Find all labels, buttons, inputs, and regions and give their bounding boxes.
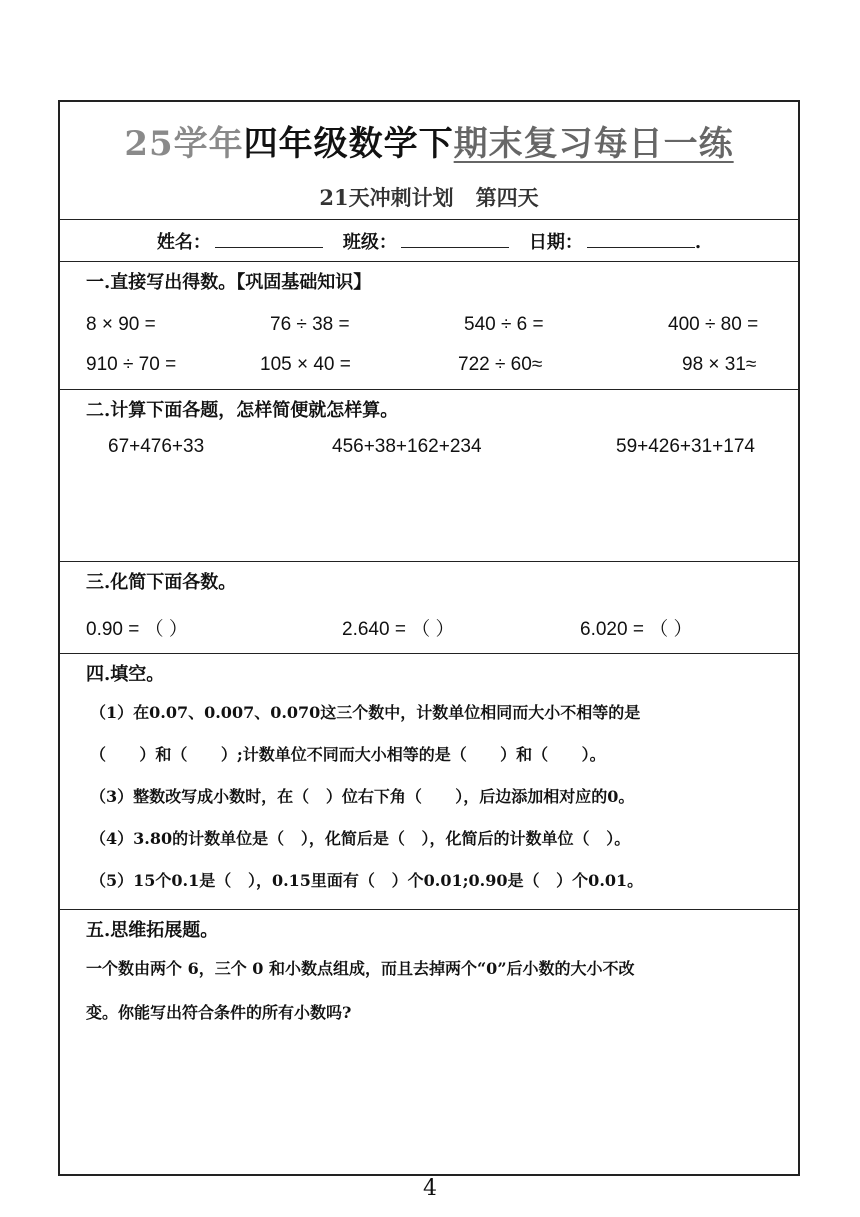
page-subtitle: 21天冲刺计划 第四天 xyxy=(319,185,539,210)
section5-title: 五.思维拓展题。 xyxy=(86,920,219,941)
calc-item: 98 × 31≈ xyxy=(682,354,757,375)
section4-title: 四.填空。 xyxy=(86,664,165,685)
fill-question-line: （3）整数改写成小数时，在（ ）位右下角（ ），后边添加相对应的0。 xyxy=(90,787,635,806)
section2-title: 二.计算下面各题，怎样简便就怎样算。 xyxy=(86,400,399,421)
calc-item: 105 × 40 = xyxy=(260,354,351,375)
thinking-question-line: 一个数由两个 6，三个 0 和小数点组成，而且去掉两个“0”后小数的大小不改 xyxy=(86,959,635,978)
worksheet xyxy=(58,100,800,1176)
section1-title: 一.直接写出得数。【巩固基础知识】 xyxy=(86,272,372,293)
student-info-row xyxy=(60,220,798,262)
page-number: 4 xyxy=(423,1176,437,1201)
date-blank[interactable] xyxy=(587,229,695,248)
class-field[interactable] xyxy=(343,228,509,254)
fill-question-line: （5）15个0.1是（ ），0.15里面有（ ）个0.01;0.90是（ ）个0.01。 xyxy=(90,871,644,890)
section3-title: 三.化简下面各数。 xyxy=(86,572,237,593)
header xyxy=(60,102,798,220)
title-review: 期末复习每日一练 xyxy=(453,124,734,164)
calc-item: 76 ÷ 38 = xyxy=(270,314,350,335)
calc-item: 722 ÷ 60≈ xyxy=(458,354,543,375)
calc-problem: 67+476+33 xyxy=(108,436,205,457)
simplify-item: 2.640 = （ ） xyxy=(342,619,455,640)
name-blank[interactable] xyxy=(215,229,323,248)
date-end-mark: . xyxy=(694,231,702,253)
calc-item: 8 × 90 = xyxy=(86,314,156,335)
title-grade: 四年级数学下 xyxy=(243,124,454,164)
thinking-question-line: 变。你能写出符合条件的所有小数吗? xyxy=(86,1003,352,1022)
simplify-item: 0.90 = （ ） xyxy=(86,619,188,640)
calc-item: 400 ÷ 80 = xyxy=(668,314,759,335)
date-field[interactable] xyxy=(529,228,701,254)
section-fill-blanks xyxy=(60,654,798,910)
fill-question-line: （1）在0.07、0.007、0.070这三个数中，计数单位相同而大小不相等的是 xyxy=(90,703,641,722)
page-title xyxy=(60,116,798,165)
section-direct-answer xyxy=(60,262,798,390)
name-label: 姓名： xyxy=(156,231,211,253)
calc-problem: 59+426+31+174 xyxy=(616,436,755,457)
date-label: 日期： xyxy=(528,231,583,253)
calc-item: 910 ÷ 70 = xyxy=(86,354,177,375)
class-label: 班级： xyxy=(342,231,397,253)
fill-question-line: （4）3.80的计数单位是（ ），化简后是（ ），化简后的计数单位（ ）。 xyxy=(90,829,631,848)
section-simplified-calc xyxy=(60,390,798,562)
class-blank[interactable] xyxy=(401,229,509,248)
title-year: 25学年 xyxy=(124,124,244,164)
simplify-item: 6.020 = （ ） xyxy=(580,619,693,640)
calc-item: 540 ÷ 6 = xyxy=(464,314,544,335)
section-simplify xyxy=(60,562,798,654)
section-thinking xyxy=(60,910,798,1174)
calc-problem: 456+38+162+234 xyxy=(332,436,482,457)
name-field[interactable] xyxy=(157,228,323,254)
fill-question-line: （ ）和（ ）;计数单位不同而大小相等的是（ ）和（ ）。 xyxy=(90,745,606,764)
